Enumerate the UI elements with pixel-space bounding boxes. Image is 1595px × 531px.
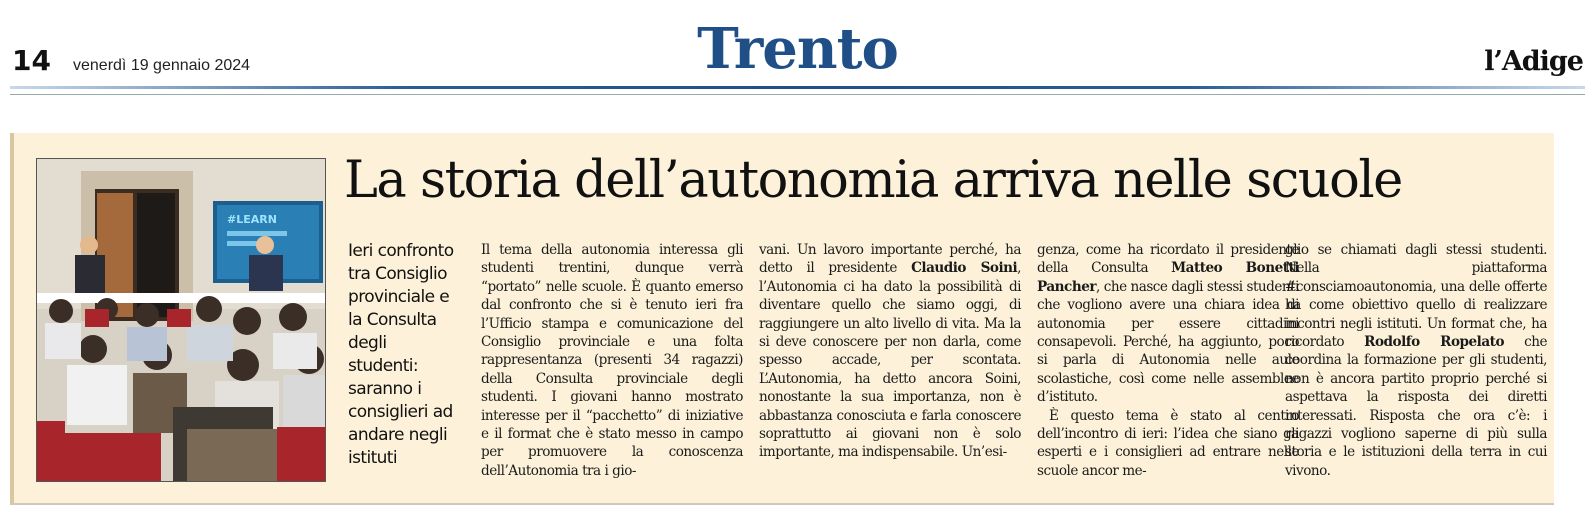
article-subhead: Ieri confronto tra Consiglio provinciale e la Consulta degli studenti: saranno i consiglieri ad andare negli istituti [348, 241, 454, 468]
page-number: 14 [12, 44, 51, 77]
person-name: Rodolfo Ropelato [1364, 334, 1505, 351]
text-run: , l’Autonomia ci ha dato la possibilità di diventare quello che siamo oggi, di raggiungere un alto livello di vita. Ma la si deve conoscere per non darla, come spesso accade, per scontata. L’Autonomia, ha detto ancora Soini, nonostante la sua importanza, non è abbastanza conosciuta e farla conoscere soprattutto ai giovani non è solo importante, ma indispensabile. Un’esi- [759, 260, 1021, 461]
text-run: genza, come ha ricordato il presidente della Consulta [1037, 242, 1299, 277]
article-column-1 [481, 241, 743, 480]
article-box [10, 133, 1554, 505]
article-column-4 [1285, 241, 1547, 480]
article-paragraph [1037, 241, 1299, 407]
section-title: Trento [697, 16, 898, 82]
header-rule [10, 86, 1585, 89]
header-rule-thin [10, 94, 1585, 95]
article-paragraph: Il tema della autonomia interessa gli studenti trentini, dunque verrà “portato” nelle scuole. È quanto emerso dal confronto che si è tenuto ieri fra l’Ufficio stampa e comunicazione del Consiglio provinciale e una folta rappresentanza (presenti 34 ragazzi) della Consulta provinciale degli studenti. I giovani hanno mostrato interesse per il “pacchetto” di iniziative e il format che è stato messo in campo per promuovere la conoscenza dell’Autonomia tra i gio- [481, 242, 743, 479]
person-name: Matteo Bonetti Pancher [1037, 260, 1299, 295]
text-run: che coordina la formazione per gli studenti, non è ancora partito proprio perché si aspettava la risposta dei diretti interessati. Risposta che ora c’è: i ragazzi vogliono saperne di più sulla storia e le istituzioni della terra in cui vivono. [1285, 334, 1547, 479]
article-column-3 [1037, 241, 1299, 480]
article-paragraph [759, 241, 1021, 462]
screen-text: #LEARN [227, 213, 277, 226]
article-paragraph [1285, 241, 1547, 480]
article-photo [36, 158, 326, 482]
text-run: glio se chiamati dagli stessi studenti. Nella piattaforma #consciamoautonomia, una delle offerte ha come obiettivo quello di realizzare incontri negli istituti. Un format che, ha ricordato [1285, 242, 1547, 351]
page-date: venerdì 19 gennaio 2024 [73, 57, 251, 74]
text-run: vani. Un lavoro importante perché, ha detto il presidente [759, 242, 1021, 277]
article-column-2 [759, 241, 1021, 462]
text-run: , che nasce dagli stessi studenti che vogliono avere una chiara idea di autonomia per essere cittadini consapevoli. Perché, ha aggiunto, poco si parla di Autonomia nelle aule scolastiche, così come nelle assemblee d’istituto. [1037, 278, 1299, 406]
person-name: Claudio Soini [911, 260, 1018, 277]
article-headline: La storia dell’autonomia arriva nelle scuole [344, 151, 1402, 210]
article-paragraph: È questo tema è stato al centro dell’incontro di ieri: l’idea che siano gli esperti e i consiglieri ad entrare nelle scuole ancor me- [1037, 407, 1299, 479]
meeting-photo-illustration [37, 159, 325, 481]
newspaper-masthead: l’Adige [1484, 46, 1583, 77]
